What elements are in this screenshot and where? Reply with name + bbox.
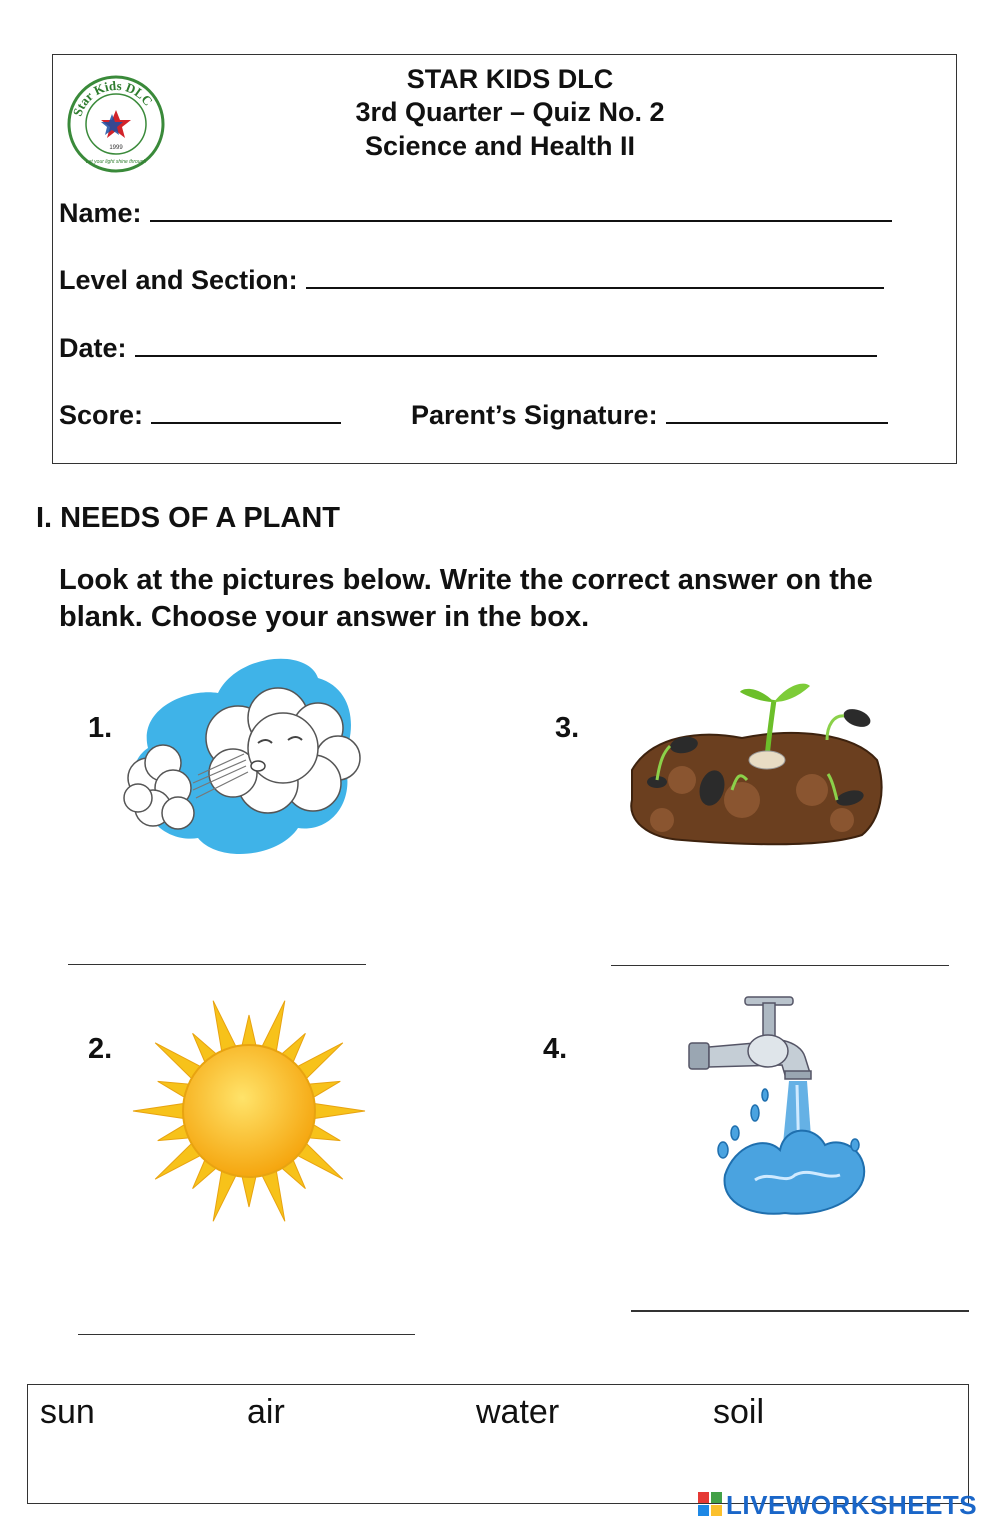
score-blank[interactable]: [151, 400, 341, 424]
item-4-number: 4.: [543, 1033, 568, 1065]
sun-picture: [131, 993, 367, 1229]
choice-sun: sun: [40, 1393, 95, 1431]
sun-ray: [133, 1103, 190, 1120]
name-label: Name:: [59, 198, 142, 228]
score-label: Score:: [59, 400, 144, 430]
logo-year: 1999: [109, 145, 123, 151]
date-field: [59, 333, 877, 364]
item-2-number: 2.: [88, 1033, 113, 1065]
wind-cloud-picture: [118, 648, 368, 863]
item-3-number: 3.: [555, 712, 580, 744]
level-blank[interactable]: [306, 265, 884, 289]
school-name: STAR KIDS DLC: [406, 64, 614, 94]
liveworksheets-watermark[interactable]: LIVEWORKSHEETS: [726, 1490, 978, 1520]
logo-motto: Let your light shine through: [85, 159, 147, 165]
choice-water: water: [476, 1393, 560, 1431]
choice-air: air: [247, 1393, 285, 1431]
level-field: [59, 265, 884, 296]
liveworksheets-logo-icon: [698, 1492, 722, 1516]
date-label: Date:: [59, 333, 127, 363]
name-blank[interactable]: [150, 198, 892, 222]
subject-title: Science and Health II: [364, 131, 636, 161]
item-1-number: 1.: [88, 712, 113, 744]
seedlings-soil-picture: [622, 680, 887, 850]
logo-text: Star Kids DLC: [69, 77, 156, 119]
signature-field: [411, 400, 888, 431]
item-2-answer-blank[interactable]: [78, 1334, 415, 1335]
signature-blank[interactable]: [666, 400, 888, 424]
item-3-answer-blank[interactable]: [611, 965, 949, 966]
score-field: [59, 400, 341, 431]
level-label: Level and Section:: [59, 265, 298, 295]
quiz-title: 3rd Quarter – Quiz No. 2: [355, 97, 665, 127]
instructions: Look at the pictures below. Write the correct answer on the blank. Choose your answer in the box.: [59, 564, 873, 633]
water-faucet-picture: [685, 995, 875, 1225]
choice-soil: soil: [713, 1393, 765, 1431]
date-blank[interactable]: [135, 333, 877, 357]
item-1-answer-blank[interactable]: [68, 964, 366, 965]
signature-label: Parent’s Signature:: [411, 400, 658, 430]
item-4-answer-blank[interactable]: [631, 1310, 969, 1312]
name-field: [59, 198, 892, 229]
section-title: I. NEEDS OF A PLANT: [36, 502, 340, 534]
sun-ray: [308, 1103, 365, 1120]
